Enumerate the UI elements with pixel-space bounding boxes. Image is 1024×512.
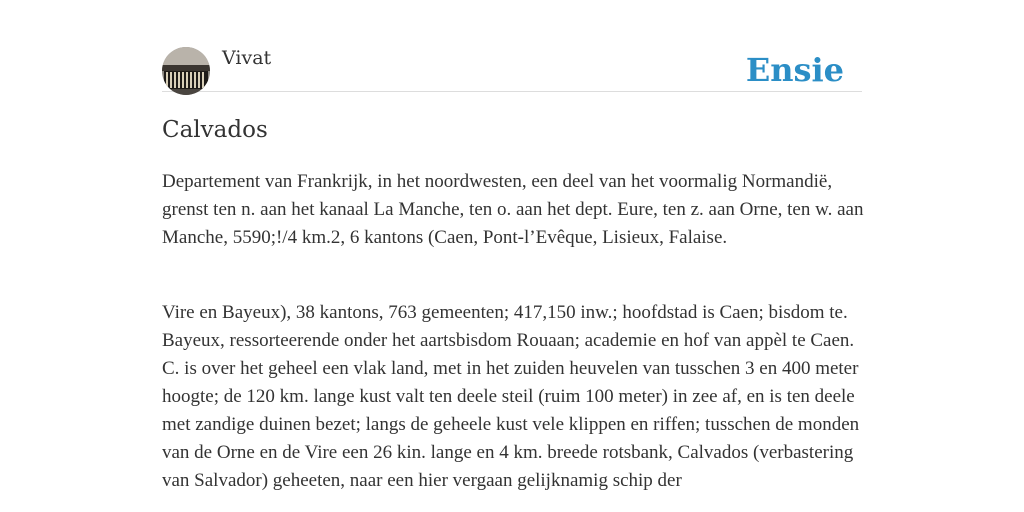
ensie-logo[interactable]: Ensie: [745, 51, 844, 89]
header: [162, 47, 862, 92]
site-name[interactable]: Vivat: [222, 47, 272, 69]
article-paragraph-2: Vire en Bayeux), 38 kantons, 763 gemeenten; 417,150 inw.; hoofdstad is Caen; bisdom te. Bayeux, ressorteerende onder het aartsbisdom Rouaan; academie en hof van appèl te Caen. C. is over het geheel een vlak land, met in het zuiden heuvelen van tusschen 3 en 400 meter hoogte; de 120 km. lange kust valt ten deele steil (ruim 100 meter) in zee af, en is ten deele met zandige duinen bezet; langs de geheele kust vele klippen en riffen; tusschen de monden van de Orne en de Vire een 26 kin. lange en 4 km. breede rotsbank, Calvados (verbastering van Salvador) geheeten, naar een hier vergaan gelijknamig schip der: [162, 302, 860, 491]
article-title: Calvados: [162, 117, 268, 143]
books-photo-icon[interactable]: [162, 47, 210, 95]
article-paragraph-1: Departement van Frankrijk, in het noordwesten, een deel van het voormalig Normandië, grenst ten n. aan het kanaal La Manche, ten o. aan het dept. Eure, ten z. aan Orne, ten w. aan Manche, 5590;!/4 km.2, 6 kantons (Caen, Pont-l’Evêque, Lisieux, Falaise.: [162, 171, 864, 248]
